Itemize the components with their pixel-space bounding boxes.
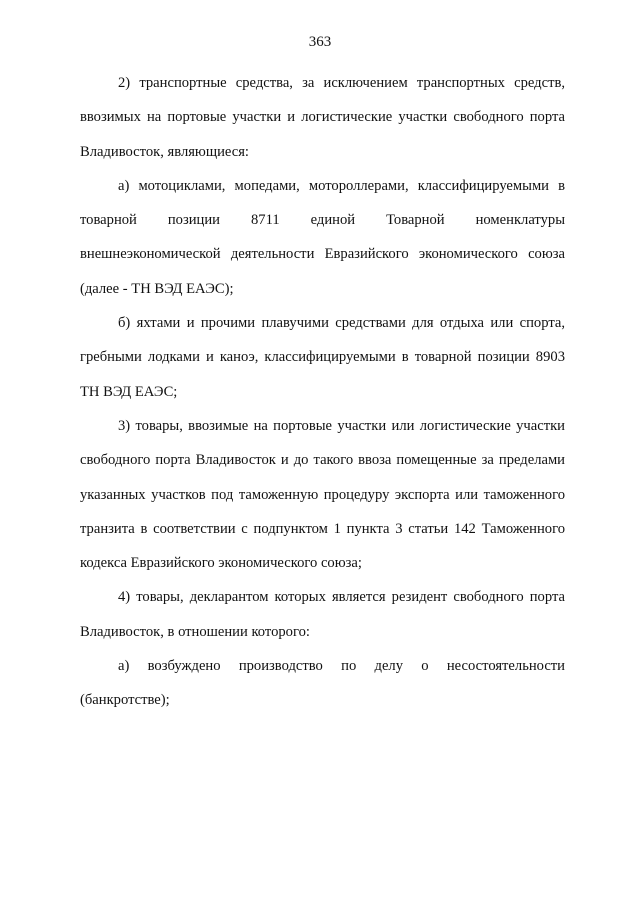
paragraph-subitem-4a: а) возбуждено производство по делу о несостоятельности (банкротстве); xyxy=(80,658,565,709)
paragraph-item-3: 3) товары, ввозимые на портовые участки или логистические участки свободного порта Владивосток и до такого ввоза помещенные за пределами указанных участков под таможенную процедуру экспорта или таможенного транзита в соответствии с подпунктом 1 пункта 3 статьи 142 Таможенного кодекса Евразийского экономического союза; xyxy=(80,417,565,572)
paragraph-item-4: 4) товары, декларантом которых является резидент свободного порта Владивосток, в отношении которого: xyxy=(80,589,565,640)
paragraph-subitem-2a: а) мотоциклами, мопедами, мотороллерами, классифицируемыми в товарной позиции 8711 единой Товарной номенклатуры внешнеэкономической деятельности Евразийского экономического союза (далее - ТН ВЭД ЕАЭС); xyxy=(80,177,565,297)
page-number: 363 xyxy=(308,34,332,50)
paragraph-subitem-2b: б) яхтами и прочими плавучими средствами для отдыха или спорта, гребными лодками и каноэ, классифицируемыми в товарной позиции 8903 ТН ВЭД ЕАЭС; xyxy=(80,315,565,400)
paragraph-item-2: 2) транспортные средства, за исключением транспортных средств, ввозимых на портовые участки и логистические участки свободного порта Владивосток, являющиеся: xyxy=(80,75,565,160)
document-body xyxy=(80,66,565,718)
